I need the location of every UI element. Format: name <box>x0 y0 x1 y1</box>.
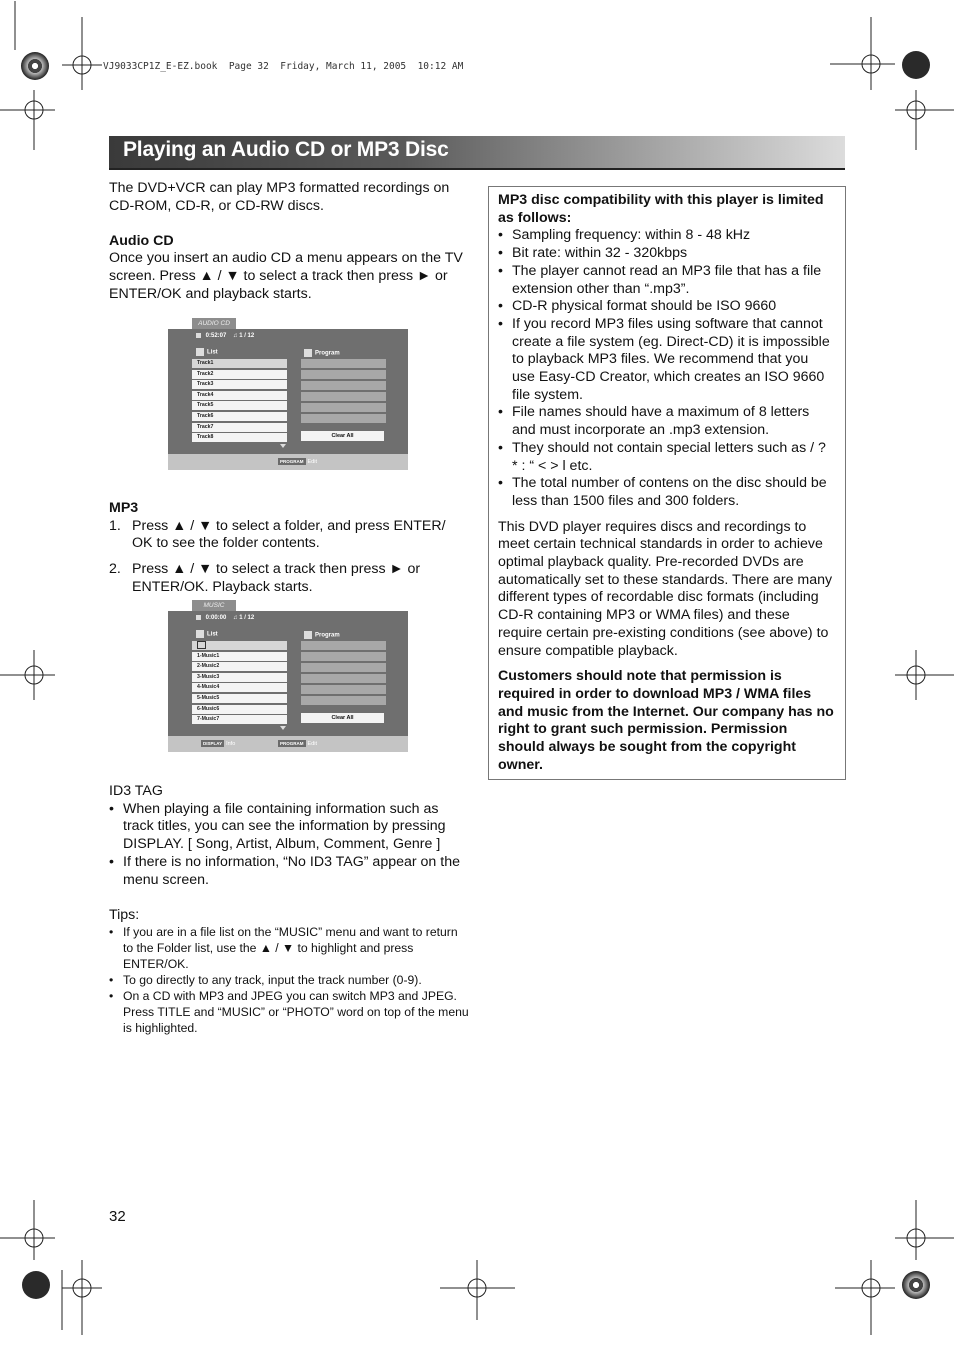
note-icon: ♫ <box>233 333 238 340</box>
footer-edit: Edit <box>307 459 317 465</box>
compat-bullet: • Bit rate: within 32 - 320kbps <box>498 245 834 263</box>
program-key: PROGRAM <box>280 741 304 746</box>
tip-bullet: • On a CD with MP3 and JPEG you can switch MP3 and JPEG. Press TITLE and “MUSIC” or “PHOTO” word on top of the menu is highlighted. <box>109 988 469 1036</box>
list-item[interactable]: Track7 <box>192 423 287 432</box>
program-slot[interactable] <box>301 392 386 401</box>
mp3-step: 2. Press ▲ / ▼ to select a track then press ► or ENTER/OK. Playback starts. <box>109 561 421 595</box>
track-count: 1 / 12 <box>239 333 255 340</box>
id3-bullets <box>109 801 469 890</box>
registration-disc-bottom-right <box>902 1271 930 1299</box>
clear-all-button[interactable]: Clear All <box>301 713 384 723</box>
disc-icon <box>196 615 201 620</box>
program-slot[interactable] <box>301 652 386 661</box>
screen-footer <box>168 454 408 470</box>
program-slot[interactable] <box>301 370 386 379</box>
elapsed-time: 0:52:07 <box>205 333 227 340</box>
program-slot[interactable] <box>301 663 386 672</box>
list-icon <box>196 348 204 356</box>
program-icon <box>304 631 312 639</box>
list-item[interactable]: Track2 <box>192 370 287 379</box>
list-item[interactable]: 1-Music1 <box>192 652 287 661</box>
list-item[interactable]: Track6 <box>192 412 287 421</box>
mp3-menu-screen <box>168 602 408 752</box>
title-bar <box>109 136 845 170</box>
audio-cd-tab: AUDIO CD <box>192 318 236 329</box>
program-slot[interactable] <box>301 381 386 390</box>
folder-up-item[interactable] <box>192 641 287 650</box>
compatibility-box <box>488 186 846 780</box>
list-item[interactable]: 2-Music2 <box>192 662 287 671</box>
folder-up-icon <box>197 641 206 649</box>
mp3-heading: MP3 <box>109 499 139 516</box>
elapsed-time: 0:00:00 <box>205 615 227 622</box>
id3-bullet: • When playing a file containing information such as track titles, you can see the information by pressing DISPLAY. [ Song, Artist, Album, Comment, Genre ] <box>109 801 469 854</box>
compat-bullet: • File names should have a maximum of 8 letters and must incorporate an .mp3 extension. <box>498 404 834 439</box>
left-column <box>109 180 469 1036</box>
footer-edit: Edit <box>307 741 317 747</box>
program-key: PROGRAM <box>280 459 304 464</box>
track-count: 1 / 12 <box>239 615 255 622</box>
program-slot[interactable] <box>301 359 386 368</box>
note-icon: ♫ <box>233 615 238 622</box>
page-title: Playing an Audio CD or MP3 Disc <box>123 138 449 161</box>
id3-bullet: • If there is no information, “No ID3 TAG” appear on the menu screen. <box>109 854 469 890</box>
list-item[interactable]: 6-Music6 <box>192 705 287 714</box>
program-slot[interactable] <box>301 403 386 412</box>
page-number: 32 <box>109 1208 126 1225</box>
program-list <box>301 359 386 425</box>
list-icon <box>196 630 204 638</box>
footer-info: Info <box>226 741 236 747</box>
clear-all-button[interactable]: Clear All <box>301 431 384 441</box>
registration-disc-top-left <box>21 52 49 80</box>
list-item[interactable]: Track4 <box>192 391 287 400</box>
audio-cd-text: Once you insert an audio CD a menu appears on the TV screen. Press ▲ / ▼ to select a track then press ► or ENTER/OK and playback starts. <box>109 250 463 302</box>
list-item[interactable]: Track1 <box>192 359 287 368</box>
list-item[interactable]: 5-Music5 <box>192 694 287 703</box>
registration-disc-top-right <box>902 51 930 79</box>
compat-bullet: • CD-R physical format should be ISO 9660 <box>498 298 834 316</box>
box-paragraph: This DVD player requires discs and recordings to meet certain technical standards in order to achieve optimal playback quality. Pre-recorded DVDs are automatically set to these standards. There are many different types of recordable disc formats (including CD-R containing MP3 or WMA files) and these require certain pre-existing conditions (see above) to ensure compatible playback. <box>498 518 833 659</box>
mp3-steps <box>109 518 469 597</box>
program-slot[interactable] <box>301 414 386 423</box>
disc-icon <box>196 333 201 338</box>
tip-bullet: • If you are in a file list on the “MUSIC” menu and want to return to the Folder list, use the ▲ / ▼ to highlight and press ENTER/OK. <box>109 924 469 972</box>
audio-cd-menu-screen <box>168 320 408 470</box>
program-slot[interactable] <box>301 641 386 650</box>
tips-heading: Tips: <box>109 906 140 923</box>
track-list <box>192 359 287 444</box>
program-label: Program <box>315 632 340 639</box>
program-slot[interactable] <box>301 685 386 694</box>
compat-bullet: • The player cannot read an MP3 file that has a file extension other than “.mp3”. <box>498 263 834 298</box>
list-label: List <box>207 349 218 356</box>
scroll-down-icon[interactable] <box>280 726 286 730</box>
tips-bullets <box>109 924 469 1036</box>
audio-cd-heading: Audio CD <box>109 232 174 249</box>
list-item[interactable]: 4-Music4 <box>192 683 287 692</box>
list-item[interactable]: Track5 <box>192 401 287 410</box>
program-list <box>301 641 386 707</box>
list-item[interactable]: Track3 <box>192 380 287 389</box>
registration-disc-bottom-left <box>22 1271 50 1299</box>
compat-bullet: • If you record MP3 files using software that cannot create a file system (eg. Direct-CD) it is impossible to playback MP3 files. We recommend that you use Easy-CD Creator, which creates an ISO 9660 file system. <box>498 316 834 405</box>
scroll-down-icon[interactable] <box>280 444 286 448</box>
intro-text: The DVD+VCR can play MP3 formatted recordings on CD-ROM, CD-R, or CD-RW discs. <box>109 180 450 214</box>
compat-bullet: • Sampling frequency: within 8 - 48 kHz <box>498 227 834 245</box>
list-label: List <box>207 631 218 638</box>
copyright-notice: Customers should note that permission is required in order to download MP3 / WMA files and music from the Internet. Our company has no right to grant such permission. Permission should always be sought from the copyright owner. <box>498 668 834 773</box>
list-item[interactable]: Track8 <box>192 433 287 442</box>
list-item[interactable]: 3-Music3 <box>192 673 287 682</box>
book-meta-header: VJ9033CP1Z_E-EZ.book Page 32 Friday, March 11, 2005 10:12 AM <box>103 61 464 72</box>
list-item[interactable]: 7-Music7 <box>192 715 287 724</box>
screen-footer <box>168 736 408 752</box>
display-key: DISPLAY <box>203 741 223 746</box>
program-slot[interactable] <box>301 674 386 683</box>
tip-bullet: • To go directly to any track, input the track number (0-9). <box>109 972 469 988</box>
program-icon <box>304 349 312 357</box>
compat-bullet: • They should not contain special letters such as / ? * : “ < > l etc. <box>498 440 834 475</box>
mp3-step: 1. Press ▲ / ▼ to select a folder, and press ENTER/ OK to see the folder contents. <box>109 517 446 552</box>
compatibility-bullets <box>498 227 834 510</box>
id3-heading: ID3 TAG <box>109 782 163 799</box>
box-heading: MP3 disc compatibility with this player is limited as follows: <box>498 192 824 226</box>
program-slot[interactable] <box>301 696 386 705</box>
music-tab: MUSIC <box>192 600 236 611</box>
track-list <box>192 641 287 726</box>
program-label: Program <box>315 350 340 357</box>
compat-bullet: • The total number of contens on the disc should be less than 1500 files and 300 folders. <box>498 475 834 510</box>
